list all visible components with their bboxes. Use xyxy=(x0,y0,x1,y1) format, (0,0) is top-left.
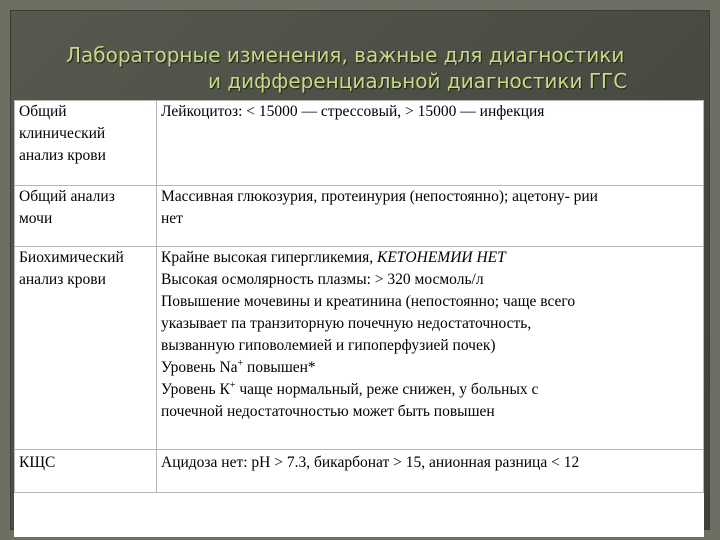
row-value-line: Массивная глюкозурия, протеинурия (непостоянно); ацетону- рии xyxy=(161,188,598,205)
row-value-line: Повышение мочевины и креатинина (непостоянно; чаще всего xyxy=(161,293,576,310)
row-value-line: Ацидоза нет: рН > 7.3, бикарбонат > 15, анионная разница < 12 xyxy=(161,454,580,471)
row-value-line: нет xyxy=(161,210,183,227)
row-value-line: Высокая осмолярность плазмы: > 320 мосмоль/л xyxy=(161,271,484,288)
potassium-suffix: чаще нормальный, реже снижен, у больных с xyxy=(235,381,539,398)
sodium-suffix: повышен* xyxy=(243,359,316,376)
row-label-cell xyxy=(15,247,157,450)
table-row xyxy=(15,450,704,493)
row-value-cell xyxy=(157,450,704,493)
row-value-line: почечной недостаточностью может быть повышен xyxy=(161,403,495,420)
row-label-line: клинический xyxy=(19,125,106,142)
row-value-line: Лейкоцитоз: < 15000 — стрессовый, > 15000 — инфекция xyxy=(161,103,545,120)
row-value-line xyxy=(161,379,699,401)
potassium-prefix: Уровень К xyxy=(161,381,230,398)
row-label-line: Общий xyxy=(19,103,67,120)
row-value-cell xyxy=(157,186,704,247)
lab-table-container xyxy=(14,100,704,537)
slide-title xyxy=(60,42,680,94)
sodium-prefix: Уровень Na xyxy=(161,359,238,376)
slide-title-line-1: Лабораторные изменения, важные для диагностики xyxy=(66,43,625,67)
row-label-cell xyxy=(15,101,157,186)
table-row xyxy=(15,247,704,450)
row-label-line: Общий анализ xyxy=(19,188,115,205)
no-ketonemia-emphasis: КЕТОНЕМИИ НЕТ xyxy=(377,249,506,266)
slide-title-line-2: и дифференциальной диагностики ГГС xyxy=(208,69,628,93)
row-label-line: анализ крови xyxy=(19,271,106,288)
row-label-line: анализ крови xyxy=(19,147,106,164)
row-value-cell xyxy=(157,247,704,450)
row-label-line: Биохимический xyxy=(19,249,124,266)
row-label-cell xyxy=(15,186,157,247)
row-value-line xyxy=(161,357,699,379)
table-row xyxy=(15,101,704,186)
row-label-cell xyxy=(15,450,157,493)
row-value-line xyxy=(161,247,699,269)
row-value-line: указывает па транзиторную почечную недостаточность, xyxy=(161,315,532,332)
row-label-line: мочи xyxy=(19,210,53,227)
row-value-cell xyxy=(157,101,704,186)
table-row xyxy=(15,186,704,247)
sodium-charge: + xyxy=(237,357,244,369)
row-value-line: вызванную гиповолемией и гипоперфузией почек) xyxy=(161,337,496,354)
potassium-charge: + xyxy=(229,379,236,391)
hyperglycemia-text: Крайне высокая гипергликемия, xyxy=(161,249,378,266)
row-label-line: КЩС xyxy=(19,454,56,471)
lab-changes-table xyxy=(14,100,704,493)
